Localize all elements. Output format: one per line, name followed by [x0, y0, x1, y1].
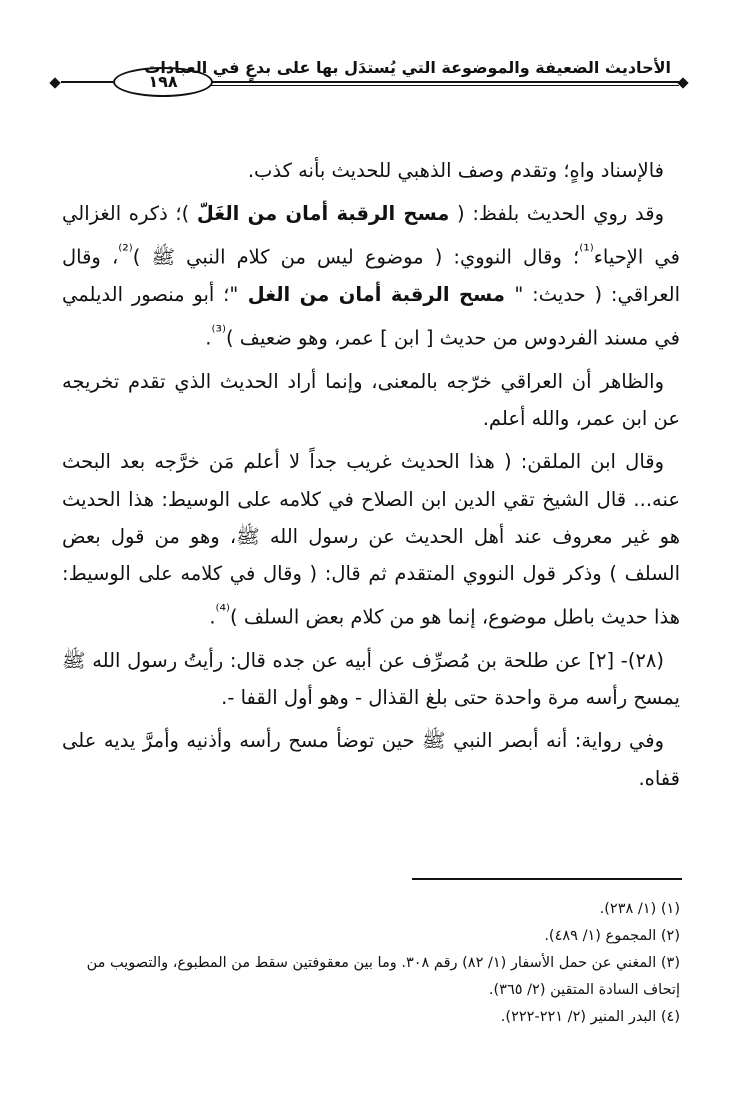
- header-diamond-right-icon: [677, 77, 688, 88]
- header-diamond-left-icon: [49, 77, 60, 88]
- paragraph-3: والظاهر أن العراقي خرّجه بالمعنى، وإنما أراد الحديث الذي تقدم تخريجه عن ابن عمر، والله أعلم.: [62, 370, 680, 431]
- main-text: [62, 152, 680, 803]
- paragraph-2: وقد روي الحديث بلفظ: ( مسح الرقبة أمان من الغَلّ )؛ ذكره الغزالي في الإحياء$^{^{(1)}}$؛ وقال النووي: ( موضوع ليس من كلام النبي ﷺ )$^{^{(2)}}$، وقال العراقي: ( حديث: " مسح الرقبة أمان من الغل "؛ أبو منصور الديلمي في مسند الفردوس من حديث [ ابن ] عمر، وهو ضعيف )$^{^{(3)}}$.: [62, 202, 680, 350]
- footnotes: [62, 896, 680, 1031]
- footnote-divider: [412, 878, 682, 880]
- hadith-text-bold-2: مسح الرقبة أمان من الغل: [238, 283, 515, 307]
- header-rule-right-top: [209, 81, 679, 83]
- header-rule-left: [61, 81, 113, 83]
- paragraph-6: وفي رواية: أنه أبصر النبي ﷺ حين توضأ مسح رأسه وأذنيه وأمرَّ يديه على قفاه.: [62, 729, 680, 790]
- footnote-2: (٢) المجموع (١/ ٤٨٩).: [544, 928, 680, 944]
- page-number: ١٩٨: [113, 67, 213, 97]
- footnote-ref-4: ⁽⁴⁾: [215, 601, 231, 621]
- running-header: [55, 50, 685, 90]
- footnote-ref-2: ⁽²⁾: [118, 241, 133, 261]
- header-rule-right-bottom: [209, 85, 679, 86]
- footnote-ref-1: ⁽¹⁾: [579, 241, 594, 261]
- footnote-ref-3: ⁽³⁾: [211, 322, 226, 342]
- footnote-4: (٤) البدر المنير (٢/ ٢٢١-٢٢٢).: [500, 1009, 680, 1025]
- paragraph-4: وقال ابن الملقن: ( هذا الحديث غريب جداً لا أعلم مَن خرَّجه بعد البحث عنه... قال الشيخ تقي الدين ابن الصلاح في كلامه على الوسيط: هذا الحديث هو غير معروف عند أهل الحديث عن رسول الله ﷺ، وهو من قول بعض السلف ) وذكر قول النووي المتقدم ثم قال: ( وقال في كلامه على الوسيط: هذا حديث باطل موضوع، إنما هو من كلام بعض السلف )$^{^{(4)}}$.: [62, 450, 680, 629]
- header-title: الأحاديث الضعيفة والموضوعة التي يُستدَل بها على بدعٍ في العبادات: [144, 58, 671, 77]
- footnote-1: (١) (١/ ٢٣٨).: [599, 901, 680, 917]
- paragraph-5-hadith: (٢٨)- [٢] عن طلحة بن مُصرِّف عن أبيه عن جده قال: رأيتُ رسول الله ﷺ يمسح رأسه مرة واحدة حتى بلغ القذال - وهو أول القفا -.: [62, 648, 680, 710]
- hadith-text-bold: مسح الرقبة أمان من الغَلّ: [196, 202, 450, 226]
- paragraph-1: فالإسناد واهٍ؛ وتقدم وصف الذهبي للحديث بأنه كذب.: [247, 159, 664, 182]
- footnote-3: (٣) المغني عن حمل الأسفار (١/ ٨٢) رقم ٣٠٨. وما بين معقوفتين سقط من المطبوع، والتصويب من إتحاف السادة المتقين (٢/ ٣٦٥).: [86, 955, 680, 998]
